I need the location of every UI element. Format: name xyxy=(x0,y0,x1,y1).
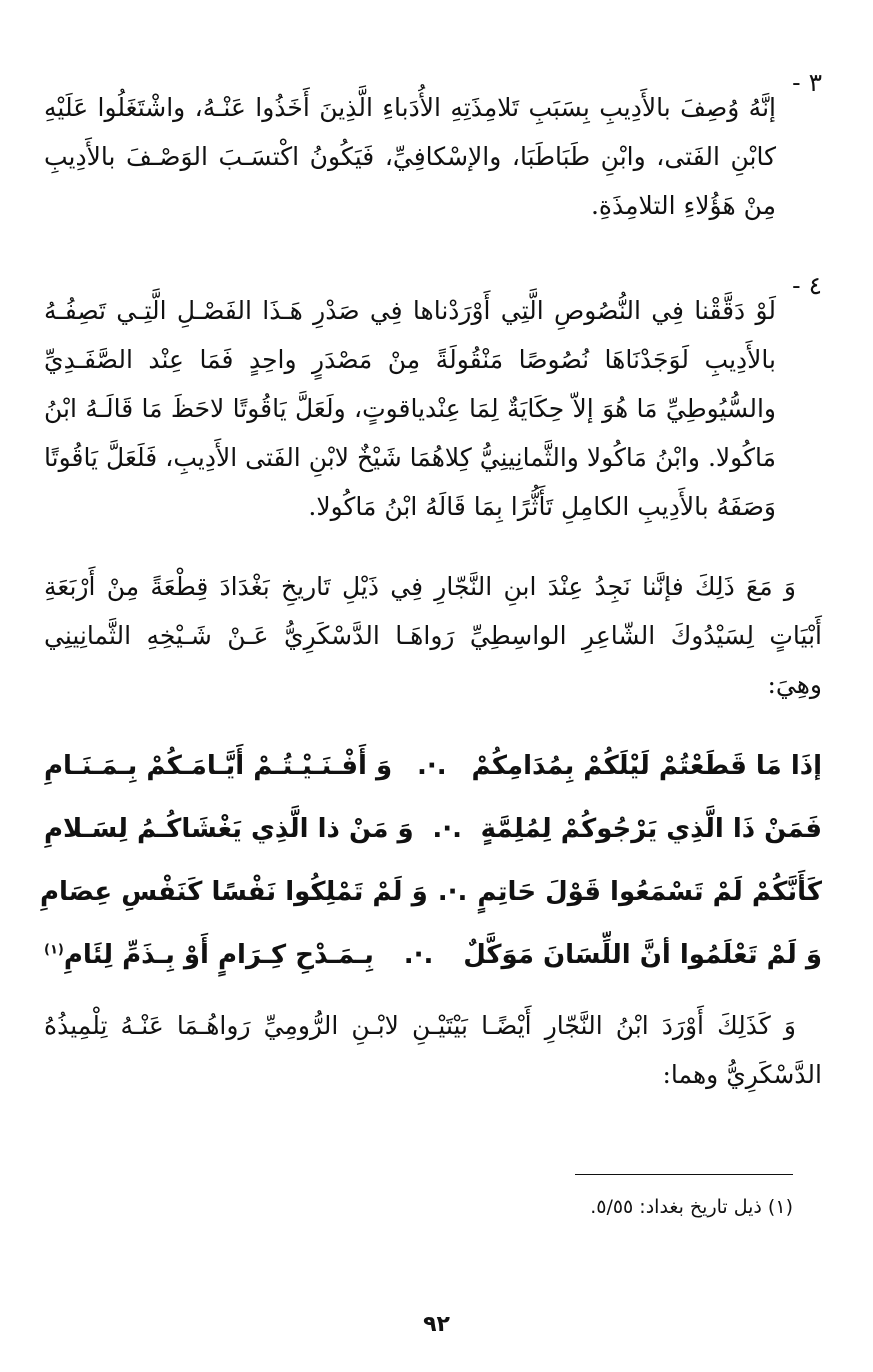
poem-verse xyxy=(44,924,822,987)
verse-separator: .·. xyxy=(403,940,434,970)
intro-paragraph: وَ مَعَ ذَلِكَ فإنَّنا نَجِدُ عِنْدَ ابنِ النَّجّارِ فِي ذَيْلِ تَاريخِ بَغْدَادَ قِطْعَةً مِنْ أَرْبَعَةِ أَبْيَاتٍ لِسَيْدُوكَ الشّاعِرِ الواسِطِيِّ رَواهَـا الدَّسْكَرِيُّ عَـنْ شَـيْخِهِ الثَّمانِينِي وهِيَ: xyxy=(44,572,822,699)
page-content xyxy=(39,58,822,1105)
closing-paragraph: وَ كَذَلِكَ أَوْرَدَ ابْنُ النَّجّارِ أَيْضًـا بَيْتَيْـنِ لابْـنِ الرُّومِيِّ رَواهُـمَا عَنْـهُ تِلْمِيذُهُ الدَّسْكَرِيُّ وهما: xyxy=(44,1011,822,1089)
verse-second-hemistich: وَ مَنْ ذا الَّذِي يَغْشَاكُـمُ لِسَـلامِ xyxy=(44,814,414,844)
verse-second-hemistich: وَ لَمْ تَمْلِكُوا نَفْسًا كَنَفْسِ عِصَامِ xyxy=(39,877,428,907)
poem-verse xyxy=(44,798,822,861)
verse-first-hemistich: إذَا مَا قَطَعْتُمْ لَيْلَكُمْ بِمُدَامِكُمْ xyxy=(471,751,822,781)
verse-separator: .·. xyxy=(432,814,462,844)
footnote-divider xyxy=(575,1174,793,1175)
verse-first-hemistich: وَ لَمْ تَعْلَمُوا أنَّ اللِّسَانَ مَوَكَّلٌ xyxy=(463,940,822,970)
poem-verse xyxy=(39,861,822,924)
numbered-item-4 xyxy=(44,261,822,556)
verse-first-hemistich: فَمَنْ ذَا الَّذِي يَرْجُوكُمْ لِمُلِمَّةٍ xyxy=(480,814,822,844)
page-number: ٩٢ xyxy=(423,1312,450,1337)
verse-separator: .·. xyxy=(417,751,447,781)
item-text: لَوْ دَقَّقْنا فِي النُّصُوصِ الَّتِي أَوْرَدْناها فِي صَدْرِ هَـذَا الفَصْـلِ الَّتِـي تَصِفُـهُ بالأَدِيبِ لَوَجَدْنَاهَا نُصُوصًا مَنْقُولَةً مِنْ مَصْدَرٍ واحِدٍ فَمَا عِنْد الصَّفَـدِيِّ والسُّيُوطِيِّ مَا هُوَ إلاّ حِكَايَةٌ لِمَا عِنْدياقوتٍ، ولَعَلَّ يَاقُوتًا لاحَظَ مَا قَالَـهُ ابْنُ مَاكُولا. وابْنُ مَاكُولا والثَّمانِينِيُّ كِلاهُمَا شَيْخٌ لابْنِ الفَتى الأَدِيبِ، فَلَعَلَّ يَاقُوتًا وَصَفَهُ بالأَدِيبِ الكامِلِ تَأَثُّرًا بِمَا قَالَهُ ابْنُ مَاكُولا. xyxy=(44,296,776,521)
poem xyxy=(39,735,822,987)
verse-second-hemistich: وَ أَفْـنَـيْـتُـمْ أَيَّـامَـكُمْ بِـمَـنَـامِ xyxy=(44,751,393,781)
numbered-item-3 xyxy=(44,58,822,255)
verse-second-hemistich-wrap xyxy=(44,924,374,987)
verse-second-hemistich: بِـمَـدْحِ كِـرَامٍ أَوْ بِـذَمِّ لِئَامِ xyxy=(63,940,374,970)
item-number: ٤ - xyxy=(792,271,822,300)
verse-separator: .·. xyxy=(437,877,468,907)
verse-first-hemistich: كَأَنَّكُمْ لَمْ تَسْمَعُوا قَوْلَ حَاتِمٍ xyxy=(477,877,822,907)
footnote-reference[interactable]: (١) xyxy=(44,942,64,958)
item-number: ٣ - xyxy=(792,68,822,97)
poem-verse xyxy=(44,735,822,798)
item-text: إنَّهُ وُصِفَ بالأَدِيبِ بِسَبَبِ تَلامِذَتِهِ الأُدَباءِ الَّذِينَ أَخَذُوا عَنْـهُ، واشْتَغَلُوا عَلَيْهِ كابْنِ الفَتى، وابْنِ طَبَاطَبَا، والإسْكافِيِّ، فَيَكُونُ اكْتسَـبَ الوَصْـفَ بالأَدِيبِ مِنْ هَؤُلاءِ التلامِذَةِ. xyxy=(44,93,776,220)
footnote: (١) ذيل تاريخ بغداد: ٥/٥٥. xyxy=(590,1196,793,1218)
